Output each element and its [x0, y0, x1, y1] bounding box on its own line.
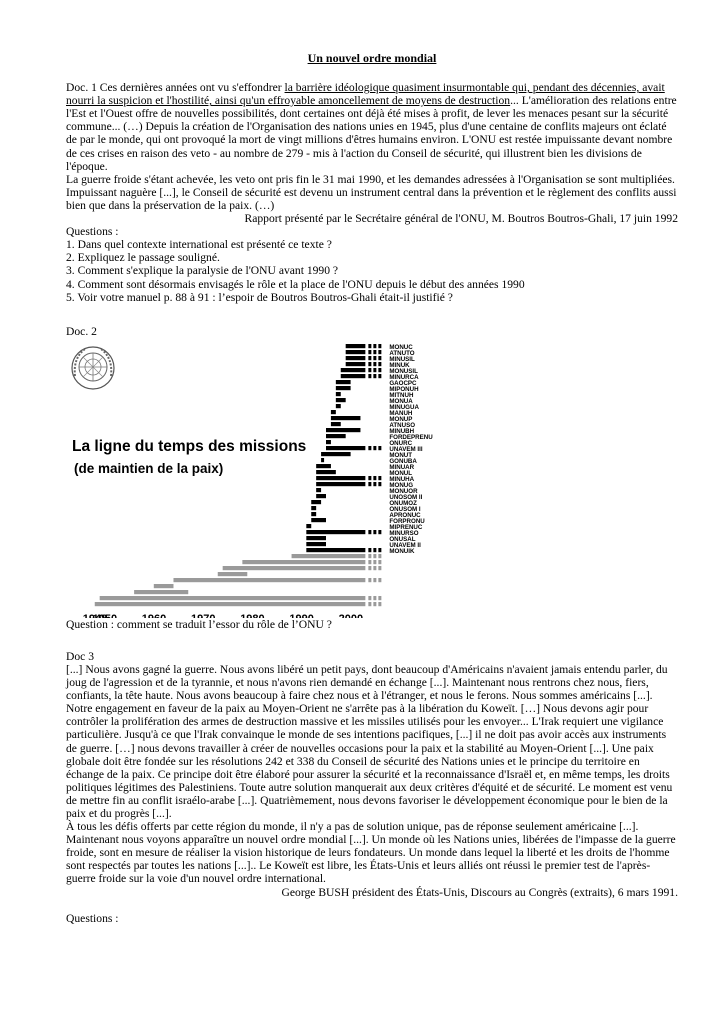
- historic-active-marker: [373, 596, 376, 600]
- mission-label: MINURCA: [389, 373, 419, 381]
- mission-active-marker: [368, 530, 371, 534]
- mission-active-marker: [368, 476, 371, 480]
- historic-mission-bar: [95, 602, 366, 606]
- x-tick-label: [339, 613, 363, 618]
- mission-label: MINUGUA: [389, 403, 419, 411]
- mission-active-marker: [368, 548, 371, 552]
- mission-active-marker: [368, 356, 371, 360]
- mission-bar: [316, 494, 326, 498]
- historic-active-marker: [378, 596, 381, 600]
- mission-label: UNOSOM II: [389, 493, 423, 501]
- doc1-rest: ... L'amélioration des relations entre l'Est et l'Ouest offre de nouvelles possibilités, dont certaines ont déjà été mises à profit, de lever les menaces pesant sur la sécurité commune... (…) Depuis la création de l'Organisation des nations unies en 1945, plus d'une centaine de conflits majeurs ont éclaté de par le monde, qui ont provoqué la mort de vingt millions d'êtres humains environ. L'ONU est restée impuissante devant nombre de ces crises en raison des veto - au nombre de 279 - mis à l'action du Conseil de sécurité, qui illustrent bien les divisions de l'époque.: [66, 94, 677, 173]
- mission-bar: [341, 368, 366, 372]
- doc2-question: Question : comment se traduit l’essor du rôle de l’ONU ?: [66, 617, 332, 631]
- historic-active-marker: [373, 566, 376, 570]
- mission-bar: [316, 464, 331, 468]
- mission-label: MINUK: [389, 361, 410, 369]
- mission-active-marker: [368, 350, 371, 354]
- mission-bar: [341, 374, 366, 378]
- mission-label: ONURC: [389, 439, 413, 447]
- mission-bar: [311, 506, 316, 510]
- doc1-underlined-passage: la barrière idéologique quasiment insurmontable qui, pendant des décennies, avait nourri la suspicion et l'hostilité, ainsi qu'un effroyable amoncellement de moyens de destruction: [66, 81, 665, 108]
- historic-active-marker: [378, 560, 381, 564]
- mission-bar: [306, 542, 326, 546]
- mission-active-marker: [373, 362, 376, 366]
- mission-active-marker: [373, 548, 376, 552]
- mission-bar: [306, 536, 326, 540]
- mission-active-marker: [373, 530, 376, 534]
- mission-label: ONUMOZ: [389, 499, 417, 507]
- mission-bar: [321, 458, 324, 462]
- mission-label: MANUH: [389, 409, 413, 417]
- mission-label: MINUSIL: [389, 355, 415, 363]
- mission-label: MONUOR: [389, 487, 418, 495]
- mission-label: MINURSO: [389, 529, 419, 537]
- mission-bar: [331, 416, 361, 420]
- chart-title-line1: La ligne du temps des missions: [72, 437, 307, 455]
- mission-label: ONUSAL: [389, 535, 416, 543]
- mission-label: MONUL: [389, 469, 413, 477]
- mission-active-marker: [373, 350, 376, 354]
- mission-label: MONUC: [389, 343, 413, 351]
- mission-bar: [336, 392, 341, 396]
- doc1-paragraph-2: La guerre froide s'étant achevée, les veto ont pris fin le 31 mai 1990, et les demandes adressées à l'Organisation se sont multipliées. Impuissant naguère [...], le Conseil de sécurité est devenu un instrument central dans la prévention et le règlement des conflits aussi bien que dans la préservation de la paix. (…): [66, 172, 677, 212]
- historic-active-marker: [378, 566, 381, 570]
- mission-active-marker: [368, 344, 371, 348]
- mission-bar: [326, 446, 365, 450]
- historic-active-marker: [373, 554, 376, 558]
- mission-label: MONUA: [389, 397, 413, 405]
- mission-bar: [311, 500, 321, 504]
- x-tick-label: [142, 613, 166, 618]
- chart-title-line2: (de maintien de la paix): [74, 460, 224, 476]
- mission-active-marker: [378, 530, 381, 534]
- doc1-source: Rapport présenté par le Secrétaire général de l'ONU, M. Boutros Boutros-Ghali, 17 juin 1992: [244, 212, 678, 226]
- historic-active-marker: [373, 560, 376, 564]
- un-emblem-icon: [72, 347, 114, 389]
- doc1-question: 3. Comment s'explique la paralysie de l'ONU avant 1990 ?: [66, 264, 339, 278]
- mission-label: FORPRONU: [389, 517, 425, 525]
- x-tick-label: [93, 613, 117, 618]
- mission-label: MIPONUH: [389, 385, 419, 393]
- historic-mission-bar: [218, 572, 248, 576]
- mission-label: MINUBH: [389, 427, 415, 435]
- historic-active-marker: [368, 578, 371, 582]
- doc3-paragraph-1: [...] Nous avons gagné la guerre. Nous avons libéré un petit pays, dont beaucoup d'Américains n'avaient jamais entendu parler, du joug de l'agression et de la tyrannie, et nous n'avons rien demandé en échange [...]. Maintenant nous rentrons chez nous, fiers, confiants, la tête haute. Nous avons beaucoup à faire chez nous et à l'étranger, et nous le ferons. Nous sommes américains [...].: [66, 662, 668, 703]
- mission-active-marker: [378, 476, 381, 480]
- mission-active-marker: [368, 368, 371, 372]
- mission-bar: [316, 470, 336, 474]
- mission-active-marker: [368, 482, 371, 486]
- doc2-label: Doc. 2: [66, 324, 97, 338]
- historic-mission-bar: [292, 554, 366, 558]
- mission-bar: [326, 428, 360, 432]
- mission-active-marker: [373, 482, 376, 486]
- mission-bar: [346, 362, 366, 366]
- mission-active-marker: [378, 446, 381, 450]
- mission-active-marker: [378, 356, 381, 360]
- historic-active-marker: [368, 602, 371, 606]
- mission-bar: [326, 440, 331, 444]
- mission-bar: [346, 356, 366, 360]
- mission-active-marker: [378, 368, 381, 372]
- historic-active-marker: [378, 554, 381, 558]
- mission-label: UNAVEM III: [389, 445, 423, 453]
- mission-bar: [316, 476, 365, 480]
- mission-label: GONUBA: [389, 457, 417, 465]
- historic-active-marker: [373, 602, 376, 606]
- mission-label: MONUIK: [389, 547, 415, 555]
- mission-label: MINUHA: [389, 475, 415, 483]
- mission-label: MINUAR: [389, 463, 415, 471]
- x-tick-label: [240, 613, 264, 618]
- historic-mission-bar: [242, 560, 365, 564]
- mission-bar: [306, 530, 365, 534]
- mission-bar: [331, 422, 341, 426]
- historic-mission-bar: [173, 578, 365, 582]
- historic-active-marker: [368, 566, 371, 570]
- doc3-source: George BUSH président des États-Unis, Discours au Congrès (extraits), 6 mars 1991.: [281, 885, 678, 899]
- mission-active-marker: [378, 344, 381, 348]
- mission-label: MITNUH: [389, 391, 414, 399]
- mission-active-marker: [378, 374, 381, 378]
- doc1-question: 2. Expliquez le passage souligné.: [66, 251, 220, 265]
- mission-bar: [316, 488, 321, 492]
- historic-mission-bar: [134, 590, 188, 594]
- mission-active-marker: [373, 356, 376, 360]
- mission-label: MONUP: [389, 415, 413, 423]
- mission-active-marker: [368, 446, 371, 450]
- historic-active-marker: [368, 554, 371, 558]
- mission-bar: [336, 380, 351, 384]
- doc3-label: Doc 3: [66, 649, 95, 663]
- missions-chart: [66, 340, 678, 618]
- doc3-section: [66, 650, 678, 925]
- mission-label: APRONUC: [389, 511, 421, 519]
- x-tick-label: [191, 613, 215, 618]
- historic-active-marker: [368, 560, 371, 564]
- doc2-section: [66, 325, 678, 631]
- x-tick-label: [289, 613, 313, 618]
- mission-bar: [336, 386, 351, 390]
- mission-bar: [336, 404, 341, 408]
- mission-bar: [311, 512, 316, 516]
- mission-label: ATNUTO: [389, 349, 415, 357]
- doc1-section: [66, 81, 678, 304]
- mission-active-marker: [373, 476, 376, 480]
- mission-label: FORDEPRENU: [389, 433, 433, 441]
- mission-label: UNAVEM II: [389, 541, 421, 549]
- historic-active-marker: [368, 596, 371, 600]
- mission-bar: [316, 482, 365, 486]
- doc1-question: 4. Comment sont désormais envisagés le rôle et la place de l'ONU depuis le début des années 1990: [66, 277, 525, 291]
- mission-bar: [311, 518, 326, 522]
- mission-bar: [306, 524, 311, 528]
- doc1-questions-label: Questions :: [66, 225, 119, 239]
- mission-active-marker: [373, 446, 376, 450]
- historic-mission-bar: [223, 566, 366, 570]
- mission-bar: [321, 452, 351, 456]
- historic-mission-bar: [154, 584, 174, 588]
- doc1-intro: Doc. 1 Ces dernières années ont vu s'effondrer: [66, 81, 285, 95]
- doc3-paragraph-3: À tous les défis offerts par cette région du monde, il n'y a pas de solution unique, pas de réponse seulement américaine [...]. Maintenant nous voyons apparaître un nouvel ordre mondial [...]. Un monde où les Nations unies, libérées de l'impasse de la guerre froide, sont en mesure de réaliser la vision historique de leurs fondateurs. Un monde dans lequel la liberté et les droits de l'homme sont respectés par toutes les nations [...].. Le Koweït est libre, les États-Unis et leurs alliés ont réussi le premier test de l'après-guerre froide sur la voie d'un nouvel ordre international.: [66, 820, 676, 886]
- mission-active-marker: [378, 548, 381, 552]
- doc1-question: 5. Voir votre manuel p. 88 à 91 : l’espoir de Boutros Boutros-Ghali était-il justifié ?: [66, 290, 453, 304]
- mission-active-marker: [373, 368, 376, 372]
- historic-active-marker: [373, 578, 376, 582]
- doc3-questions-label: Questions :: [66, 911, 119, 925]
- historic-mission-bar: [100, 596, 366, 600]
- mission-bar: [346, 344, 366, 348]
- mission-bar: [331, 410, 336, 414]
- mission-active-marker: [373, 374, 376, 378]
- missions-timeline-svg: [66, 340, 678, 618]
- document-page: [66, 52, 678, 925]
- mission-label: GAOCPC: [389, 379, 417, 387]
- mission-active-marker: [368, 374, 371, 378]
- mission-label: MIPRENUC: [389, 523, 423, 531]
- doc1-question: 1. Dans quel contexte international est présenté ce texte ?: [66, 238, 332, 252]
- mission-label: ATNUSO: [389, 421, 416, 429]
- page-title: Un nouvel ordre mondial: [307, 51, 437, 65]
- doc3-paragraph-2: Notre engagement en faveur de la paix au Moyen-Orient ne s'arrête pas à la libération du Koweït. […] Nous devons agir pour contrôler la prolifération des armes de destruction massive et les missiles utilisés pour les envoyer... L'Irak requiert une vigilance particulière. Jusqu'à ce que l'Irak convainque le monde de ses intentions pacifiques, [...] il ne doit pas avoir accès aux instruments de guerre. […] nous devons travailler à créer de nouvelles occasions pour la paix et la stabilité au Moyen-Orient [...]. Une paix globale doit être fondée sur les résolutions 242 et 338 du Conseil de sécurité des Nations unies et le principe du territoire en échange de la paix. Ce principe doit être élaboré pour assurer la sécurité et la reconnaissance d'Israël et, en même temps, les droits politiques légitimes des Palestiniens. Toute autre solution manquerait aux deux critères d'équité et de sécurité. Le moment est venu de mettre fin au conflit israélo-arabe [...]. Quatrièmement, nous devons favoriser le développement économique pour le bien de la paix et du progrès [...].: [66, 702, 673, 820]
- mission-bar: [336, 398, 346, 402]
- mission-active-marker: [378, 482, 381, 486]
- mission-label: MONUT: [389, 451, 413, 459]
- mission-active-marker: [373, 344, 376, 348]
- mission-label: MONUG: [389, 481, 414, 489]
- historic-active-marker: [378, 602, 381, 606]
- mission-active-marker: [378, 350, 381, 354]
- historic-active-marker: [378, 578, 381, 582]
- doc1-paragraph: [66, 81, 678, 173]
- mission-bar: [306, 548, 365, 552]
- mission-active-marker: [378, 362, 381, 366]
- mission-label: ONUSOM I: [389, 505, 421, 513]
- mission-active-marker: [368, 362, 371, 366]
- mission-label: MONUSIL: [389, 367, 418, 375]
- mission-bar: [326, 434, 346, 438]
- mission-bar: [346, 350, 366, 354]
